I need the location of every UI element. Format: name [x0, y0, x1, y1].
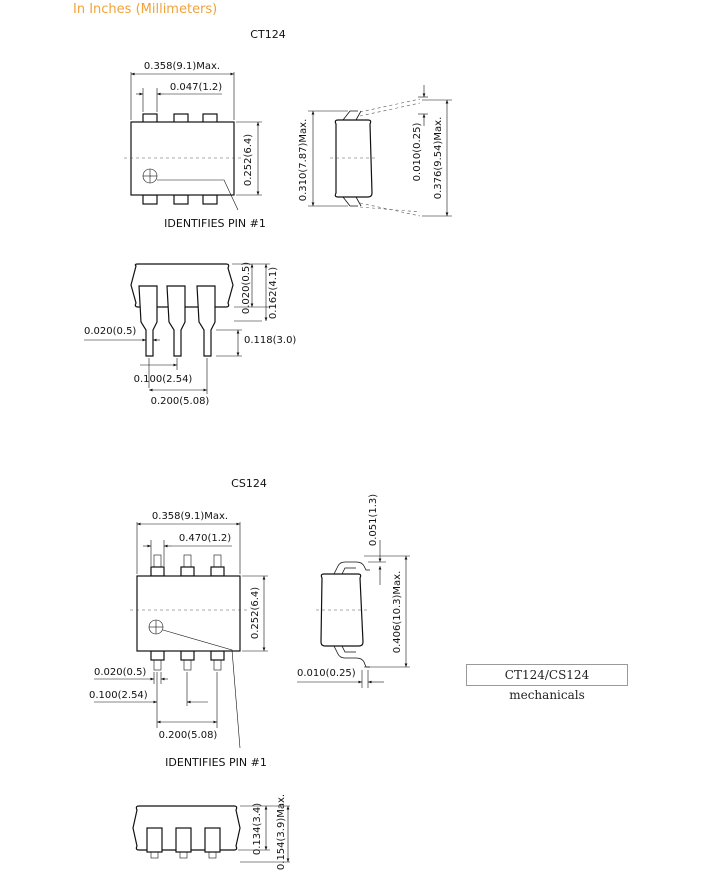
ct124-standoff-label: 0.020(0.5) — [241, 261, 252, 315]
ct124-span-label: 0.200(5.08) — [150, 396, 210, 407]
ct124-lead-width-label: 0.020(0.5) — [84, 326, 137, 337]
cs124-span-label: 0.200(5.08) — [158, 730, 218, 741]
ct124-width-max-label: 0.358(9.1)Max. — [143, 61, 221, 72]
cs124-front-body-height-label: 0.134(3.4) — [252, 802, 263, 856]
ct124-pin-width-label: 0.047(1.2) — [169, 82, 223, 93]
ct124-side-span-label: 0.376(9.54)Max. — [433, 116, 444, 200]
ct124-body-height-label: 0.162(4.1) — [268, 266, 279, 320]
ct124-pitch-label: 0.100(2.54) — [133, 374, 193, 385]
ct124-height-label: 0.252(6.4) — [243, 133, 254, 187]
cs124-top-view — [94, 522, 268, 748]
cs124-lead-thickness-label: 0.010(0.25) — [297, 668, 356, 679]
cs124-pin1-note: IDENTIFIES PIN #1 — [165, 756, 267, 769]
ct124-lead-length-label: 0.118(3.0) — [244, 335, 297, 346]
cs124-pin-width-label: 0.470(1.2) — [178, 533, 232, 544]
cs124-height-label: 0.252(6.4) — [250, 586, 261, 640]
ct124-pin1-note: IDENTIFIES PIN #1 — [164, 217, 266, 230]
ct124-side-overall-label: 0.310(7.87)Max. — [298, 118, 309, 202]
cs124-lead-width-label: 0.020(0.5) — [94, 667, 147, 678]
cs124-pitch-label: 0.100(2.54) — [89, 690, 148, 701]
units-note: In Inches (Millimeters) — [73, 2, 218, 17]
cs124-width-max-label: 0.358(9.1)Max. — [151, 511, 229, 522]
ct124-title: CT124 — [250, 28, 286, 41]
cs124-foot-height-label: 0.051(1.3) — [368, 493, 379, 547]
cs124-front-view — [133, 806, 290, 862]
cs124-front-overall-label: 0.154(3.9)Max. — [276, 793, 287, 871]
cs124-title: CS124 — [231, 477, 267, 490]
ct124-side-view — [308, 85, 452, 216]
figure-caption: CT124/CS124 mechanicals — [466, 664, 628, 686]
cs124-side-overall-label: 0.406(10.3)Max. — [392, 570, 403, 654]
ct124-side-thickness-label: 0.010(0.25) — [412, 122, 423, 182]
